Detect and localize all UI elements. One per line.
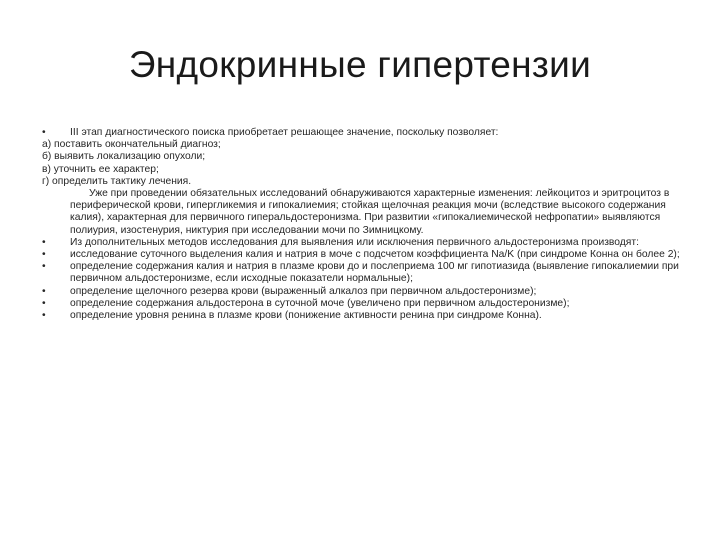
- goal-item: б) выявить локализацию опухоли;: [42, 151, 206, 163]
- bullet-text: определение содержания калия и натрия в плазме крови до и послеприема 100 мг гипотиазида (выявление гипокалиемии при первичном альдостеронизме, если исходные показатели нормальные);: [70, 261, 679, 285]
- bullet-icon: •: [42, 297, 46, 309]
- bullet-text: Из дополнительных методов исследования для выявления или исключения первичного альдостеронизма производят:: [70, 236, 639, 248]
- bullet-item: [42, 298, 682, 310]
- bullet-item: [42, 249, 682, 261]
- bullet-icon: •: [42, 236, 46, 248]
- bullet-icon: •: [42, 261, 46, 273]
- bullet-icon: •: [42, 127, 46, 138]
- slide-title: Эндокринные гипертензии: [128, 44, 592, 85]
- bullet-text: исследование суточного выделения калия и натрия в моче с подсчетом коэффициента Na/K (при синдроме Конна он более 2);: [70, 249, 680, 261]
- bullet-icon: •: [42, 249, 46, 261]
- findings-paragraph: Уже при проведении обязательных исследований обнаруживаются характерные изменения: лейкоцитоз и эритроцитоз в периферической крови, гипергликемия и гипокалиемия; стойкая щелочная реакция мочи (вследствие высокого содержания калия), характерная для первичного гиперальдостеронизма. При развитии «гипокалиемической нефропатии» выявляются полиурия, изостенурия, никтурия при исследовании мочи по Зимницкому.: [70, 188, 670, 236]
- bullet-icon: •: [42, 310, 46, 322]
- goal-item: г) определить тактику лечения.: [42, 175, 192, 187]
- slide-body: [42, 127, 682, 322]
- bullet-item: [42, 237, 682, 249]
- goal-item: а) поставить окончательный диагноз;: [42, 139, 221, 151]
- bullet-text: определение уровня ренина в плазме крови (понижение активности ренина при синдроме Конна).: [70, 310, 542, 322]
- bullet-item: [42, 286, 682, 298]
- intro-text: III этап диагностического поиска приобретает решающее значение, поскольку позволяет:: [70, 127, 499, 138]
- goal-item: в) уточнить ее характер;: [42, 163, 159, 175]
- bullet-text: определение щелочного резерва крови (выраженный алкалоз при первичном альдостеронизме);: [70, 285, 537, 297]
- bullet-item: [42, 310, 682, 322]
- bullet-text: определение содержания альдостерона в суточной моче (увеличено при первичном альдостеронизме);: [70, 297, 570, 309]
- bullet-item: [42, 261, 682, 285]
- bullet-icon: •: [42, 285, 46, 297]
- intro-line: [42, 127, 682, 139]
